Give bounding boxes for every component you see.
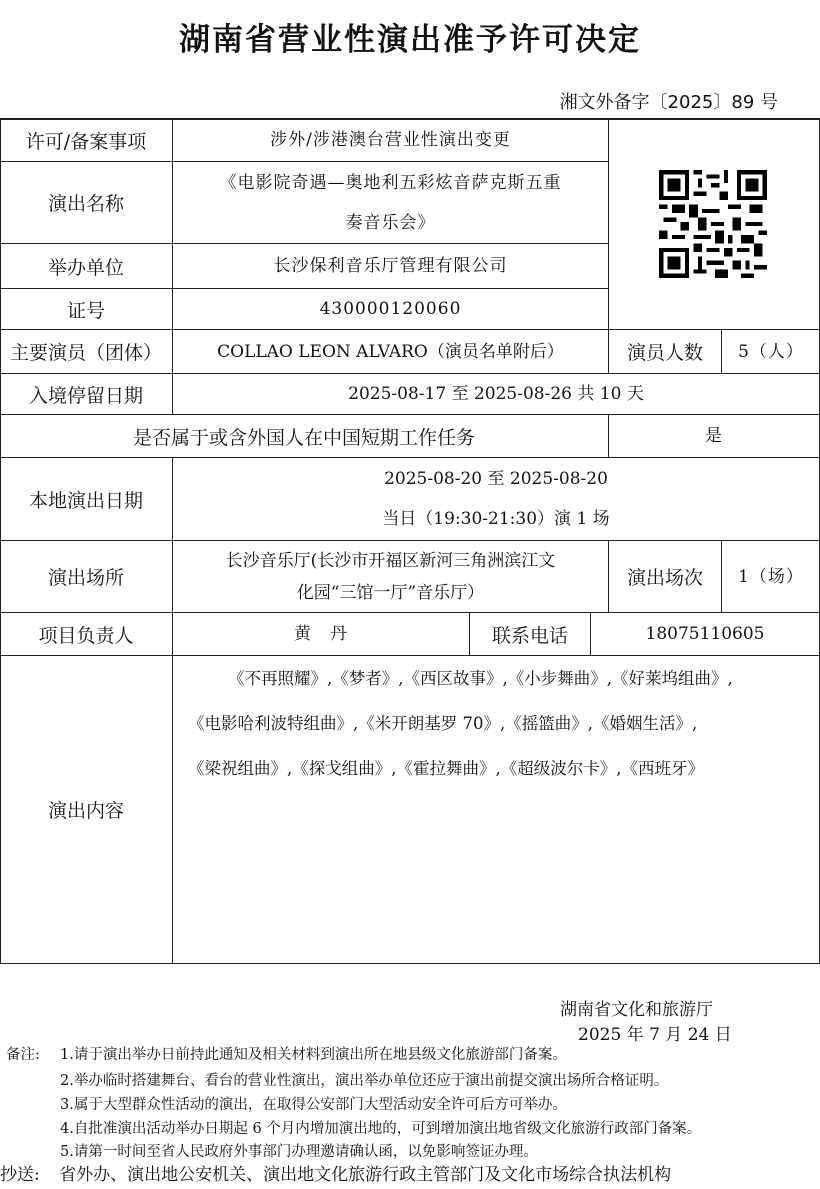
short-term-work-label: 是否属于或含外国人在中国短期工作任务 bbox=[132, 426, 475, 449]
venue-line-1: 长沙音乐厅(长沙市开福区新河三角洲滨江文 bbox=[225, 550, 556, 571]
local-dates-label: 本地演出日期 bbox=[28, 489, 143, 512]
phone-label: 联系电话 bbox=[491, 624, 568, 647]
entry-dates-label: 入境停留日期 bbox=[28, 384, 143, 407]
content-label: 演出内容 bbox=[47, 800, 124, 822]
phone-value: 18075110605 bbox=[645, 624, 765, 644]
organizer-value: 长沙保利音乐厅管理有限公司 bbox=[273, 256, 508, 276]
venue-line-2: 化园“三馆一厅”音乐厅） bbox=[296, 582, 485, 603]
venue-value bbox=[173, 541, 608, 612]
sessions-label: 演出场次 bbox=[626, 567, 703, 589]
content-line-3: 《梁祝组曲》,《探戈组曲》,《霍拉舞曲》,《超级波尔卡》,《西班牙》 bbox=[188, 759, 704, 778]
content-value bbox=[180, 656, 820, 791]
venue-label: 演出场所 bbox=[47, 567, 124, 589]
manager-label: 项目负责人 bbox=[38, 624, 134, 647]
performer-count-value: 5（人） bbox=[738, 341, 804, 362]
document-number: 湘文外备字〔2025〕89 号 bbox=[559, 92, 778, 113]
permit-item-value: 涉外/涉港澳台营业性演出变更 bbox=[270, 130, 511, 150]
entry-dates-value: 2025-08-17 至 2025-08-26 共 10 天 bbox=[348, 384, 644, 404]
main-performer-label: 主要演员（团体） bbox=[9, 342, 162, 364]
content-line-2: 《电影哈利波特组曲》,《米开朗基罗 70》,《摇篮曲》,《婚姻生活》, bbox=[188, 714, 698, 733]
performer-count-label: 演员人数 bbox=[626, 342, 703, 364]
manager-value: 黄 丹 bbox=[294, 624, 348, 644]
issuing-authority: 湖南省文化和旅游厅 bbox=[560, 1000, 713, 1020]
cc-recipients: 省外办、演出地公安机关、演出地文化旅游行政主管部门及文化市场综合执法机构 bbox=[59, 1165, 672, 1185]
local-dates-value bbox=[173, 458, 819, 540]
show-name-label: 演出名称 bbox=[47, 193, 124, 215]
table-border-bottom bbox=[0, 963, 820, 964]
sessions-value: 1（场） bbox=[738, 566, 804, 587]
permit-item-label: 许可/备案事项 bbox=[25, 130, 147, 153]
license-value: 430000120060 bbox=[319, 299, 462, 319]
document-title: 湖南省营业性演出准予许可决定 bbox=[179, 22, 641, 58]
note-item: 4.自批准演出活动举办日期起 6 个月内增加演出地的，可到增加演出地省级文化旅游行政部门备案。 bbox=[60, 1121, 702, 1137]
content-line-1: 《不再照耀》,《梦者》,《西区故事》,《小步舞曲》,《好莱坞组曲》, bbox=[228, 669, 733, 688]
organizer-label: 举办单位 bbox=[47, 256, 124, 279]
license-label: 证号 bbox=[66, 299, 105, 322]
local-dates-line-2: 当日（19:30-21:30）演 1 场 bbox=[382, 509, 610, 529]
qr-code-icon bbox=[659, 170, 767, 278]
show-name-line-2: 奏音乐会》 bbox=[345, 212, 436, 233]
main-performer-value: COLLAO LEON ALVARO（演员名单附后） bbox=[217, 341, 564, 362]
short-term-work-value: 是 bbox=[705, 426, 723, 446]
show-name-line-1: 《电影院奇遇—奥地利五彩炫音萨克斯五重 bbox=[219, 172, 562, 193]
cc-line bbox=[0, 1160, 671, 1185]
notes-prefix: 备注: bbox=[6, 1047, 40, 1063]
show-name-value bbox=[173, 162, 608, 243]
note-item: 2.举办临时搭建舞台、看台的营业性演出，演出举办单位还应于演出前提交演出场所合格证明。 bbox=[60, 1073, 669, 1089]
note-item: 3.属于大型群众性活动的演出，在取得公安部门大型活动安全许可后方可举办。 bbox=[60, 1097, 567, 1113]
issue-date: 2025 年 7 月 24 日 bbox=[578, 1025, 732, 1045]
local-dates-line-1: 2025-08-20 至 2025-08-20 bbox=[384, 469, 608, 489]
note-item: 1.请于演出举办日前持此通知及相关材料到演出所在地县级文化旅游部门备案。 bbox=[60, 1047, 567, 1063]
note-item: 5.请第一时间至省人民政府外事部门办理邀请确认函，以免影响签证办理。 bbox=[60, 1144, 538, 1160]
cc-prefix: 抄送: bbox=[0, 1165, 40, 1185]
